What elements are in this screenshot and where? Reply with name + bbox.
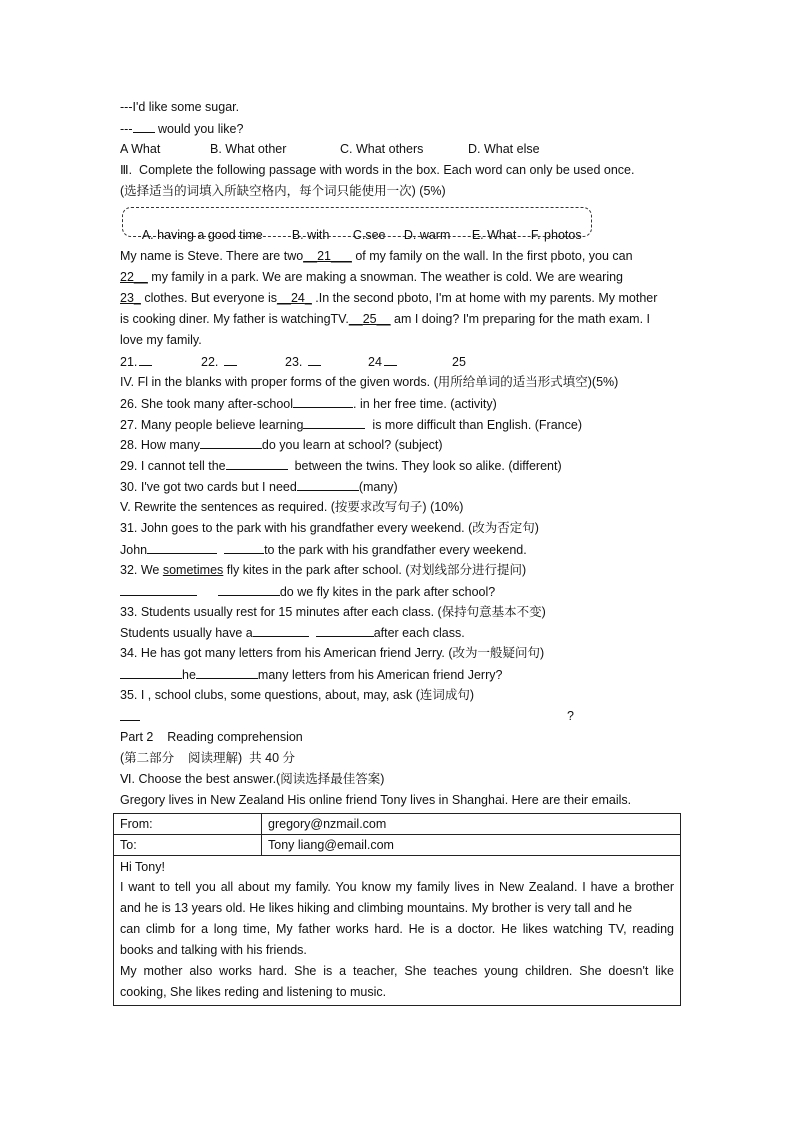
answer-34: he many letters from his American friend Jerry? bbox=[120, 664, 685, 685]
section-3-subheading: (选择适当的词填入所缺空格内，每个词只能使用一次) (5%) bbox=[120, 183, 446, 198]
question-33: 33. Students usually rest for 15 minutes after each class. (保持句意基本不变) bbox=[120, 604, 546, 619]
email-p2-line-2: cooking, She likes reding and listening to music. bbox=[120, 984, 387, 999]
blank-23[interactable]: 23_ bbox=[120, 291, 141, 306]
part-2-title: Part 2 Reading comprehension bbox=[120, 729, 303, 744]
email-p2-line-1: My mother also works hard. She is a teacher, She teaches young children. She doesn't like bbox=[120, 964, 674, 979]
answer-27[interactable] bbox=[303, 414, 365, 429]
option-a[interactable]: A What bbox=[120, 141, 161, 156]
word-b: B. with bbox=[291, 228, 330, 243]
answer-34-blank-1[interactable] bbox=[120, 664, 182, 679]
answer-29[interactable] bbox=[226, 455, 288, 470]
dialogue-line-2: --- would you like? bbox=[120, 118, 685, 139]
word-e: E. What bbox=[471, 228, 517, 243]
answer-32: do we fly kites in the park after school? bbox=[120, 581, 685, 602]
word-f: F. photos bbox=[530, 228, 582, 243]
answer-31: John to the park with his grandfather every weekend. bbox=[120, 539, 685, 560]
part-2-subtitle: (第二部分 阅读理解) 共 40 分 bbox=[120, 750, 296, 765]
answer-32-blank-2[interactable] bbox=[218, 581, 280, 596]
email-intro: Gregory lives in New Zealand His online friend Tony lives in Shanghai. Here are their emails. bbox=[120, 792, 632, 807]
passage-line-5: love my family. bbox=[120, 333, 202, 348]
blank-24[interactable]: __24_ bbox=[277, 291, 312, 306]
worksheet-page bbox=[120, 97, 685, 1006]
passage-line-3: 23_ clothes. But everyone is__24_ .In the second pboto, I'm at home with my parents. My mother bbox=[120, 291, 658, 306]
from-label: From: bbox=[114, 813, 262, 834]
answer-31-blank-1[interactable] bbox=[147, 539, 217, 554]
to-row bbox=[114, 834, 681, 855]
dialogue-line-1: ---I'd like some sugar. bbox=[120, 100, 240, 114]
word-a: A. having a good time bbox=[141, 228, 263, 243]
email-p1-line-2: and he is 13 years old. He likes hiking and climbing mountains. My brother is very tall and he bbox=[120, 901, 633, 916]
passage bbox=[120, 246, 685, 350]
answer-35-blank[interactable] bbox=[120, 706, 140, 721]
email-greeting: Hi Tony! bbox=[120, 859, 165, 874]
word-box bbox=[122, 207, 592, 243]
question-35: 35. I , school clubs, some questions, about, may, ask (连词成句) bbox=[120, 688, 475, 703]
answer-row: 21. 22. 23. 24 25 bbox=[120, 351, 685, 372]
word-d: D. warm bbox=[403, 228, 451, 243]
email-p1-line-3: can climb for a long time, My father works hard. He is a doctor. He likes watching TV, reading bbox=[120, 922, 674, 937]
word-c: C.see bbox=[352, 228, 386, 243]
question-32: 32. We sometimes fly kites in the park after school. (对划线部分进行提问) bbox=[120, 562, 527, 577]
question-27: 27. Many people believe learning is more difficult than English. (France) bbox=[120, 414, 685, 435]
question-28: 28. How many do you learn at school? (subject) bbox=[120, 434, 685, 455]
answer-26[interactable] bbox=[293, 393, 353, 408]
email-body-row bbox=[114, 855, 681, 1005]
answer-options bbox=[120, 139, 685, 160]
option-d[interactable]: D. What else bbox=[468, 141, 540, 156]
email-p1-line-1: I want to tell you all about my family. You know my family lives in New Zealand. I have a brother bbox=[120, 880, 674, 895]
section-6-heading: Ⅵ. Choose the best answer.(阅读选择最佳答案) bbox=[120, 771, 385, 786]
to-label: To: bbox=[114, 834, 262, 855]
answer-34-blank-2[interactable] bbox=[196, 664, 258, 679]
question-31: 31. John goes to the park with his grandfather every weekend. (改为否定句) bbox=[120, 521, 539, 536]
section-3-heading: Ⅲ. Complete the following passage with words in the box. Each word can only be used once. bbox=[120, 162, 635, 177]
question-34: 34. He has got many letters from his American friend Jerry. (改为一般疑问句) bbox=[120, 646, 545, 661]
email-p1-line-4: books and talking with his friends. bbox=[120, 943, 307, 958]
answer-28[interactable] bbox=[200, 434, 262, 449]
answer-32-blank-1[interactable] bbox=[120, 581, 197, 596]
question-26: 26. She took many after-school . in her free time. (activity) bbox=[120, 393, 685, 414]
answer-30[interactable] bbox=[297, 476, 359, 491]
email-table bbox=[113, 813, 681, 1006]
section-4-heading: IV. Fl in the blanks with proper forms of the given words. (用所给单词的适当形式填空)(5%) bbox=[120, 374, 619, 389]
answer-31-blank-2[interactable] bbox=[224, 539, 264, 554]
underlined-word: sometimes bbox=[162, 562, 224, 577]
answer-33: Students usually have a after each class. bbox=[120, 622, 685, 643]
passage-line-2: 22__ my family in a park. We are making a snowman. The weather is cold. We are wearing bbox=[120, 270, 624, 285]
answer-35: ? bbox=[120, 706, 685, 727]
passage-line-1: My name is Steve. There are two__21___ of my family on the wall. In the first pboto, you can bbox=[120, 249, 633, 264]
to-value: Tony liang@email.com bbox=[262, 834, 681, 855]
blank-22[interactable]: 22__ bbox=[120, 270, 148, 285]
from-value: gregory@nzmail.com bbox=[262, 813, 681, 834]
section-5-heading: V. Rewrite the sentences as required. (按要求改写句子) (10%) bbox=[120, 500, 464, 515]
question-29: 29. I cannot tell the between the twins. They look so alike. (different) bbox=[120, 455, 685, 476]
question-30: 30. I've got two cards but I need (many) bbox=[120, 476, 685, 497]
answer-33-blank-2[interactable] bbox=[316, 622, 374, 637]
blank-25[interactable]: __25__ bbox=[348, 312, 391, 327]
option-b[interactable]: B. What other bbox=[210, 141, 287, 156]
passage-line-4: is cooking diner. My father is watchingTV.__25__ am I doing? I'm preparing for the math exam. I bbox=[120, 312, 651, 327]
blank-21[interactable]: __21___ bbox=[303, 249, 352, 264]
answer-33-blank-1[interactable] bbox=[253, 622, 309, 637]
from-row bbox=[114, 813, 681, 834]
email-body bbox=[114, 855, 681, 1005]
option-c[interactable]: C. What others bbox=[340, 141, 424, 156]
